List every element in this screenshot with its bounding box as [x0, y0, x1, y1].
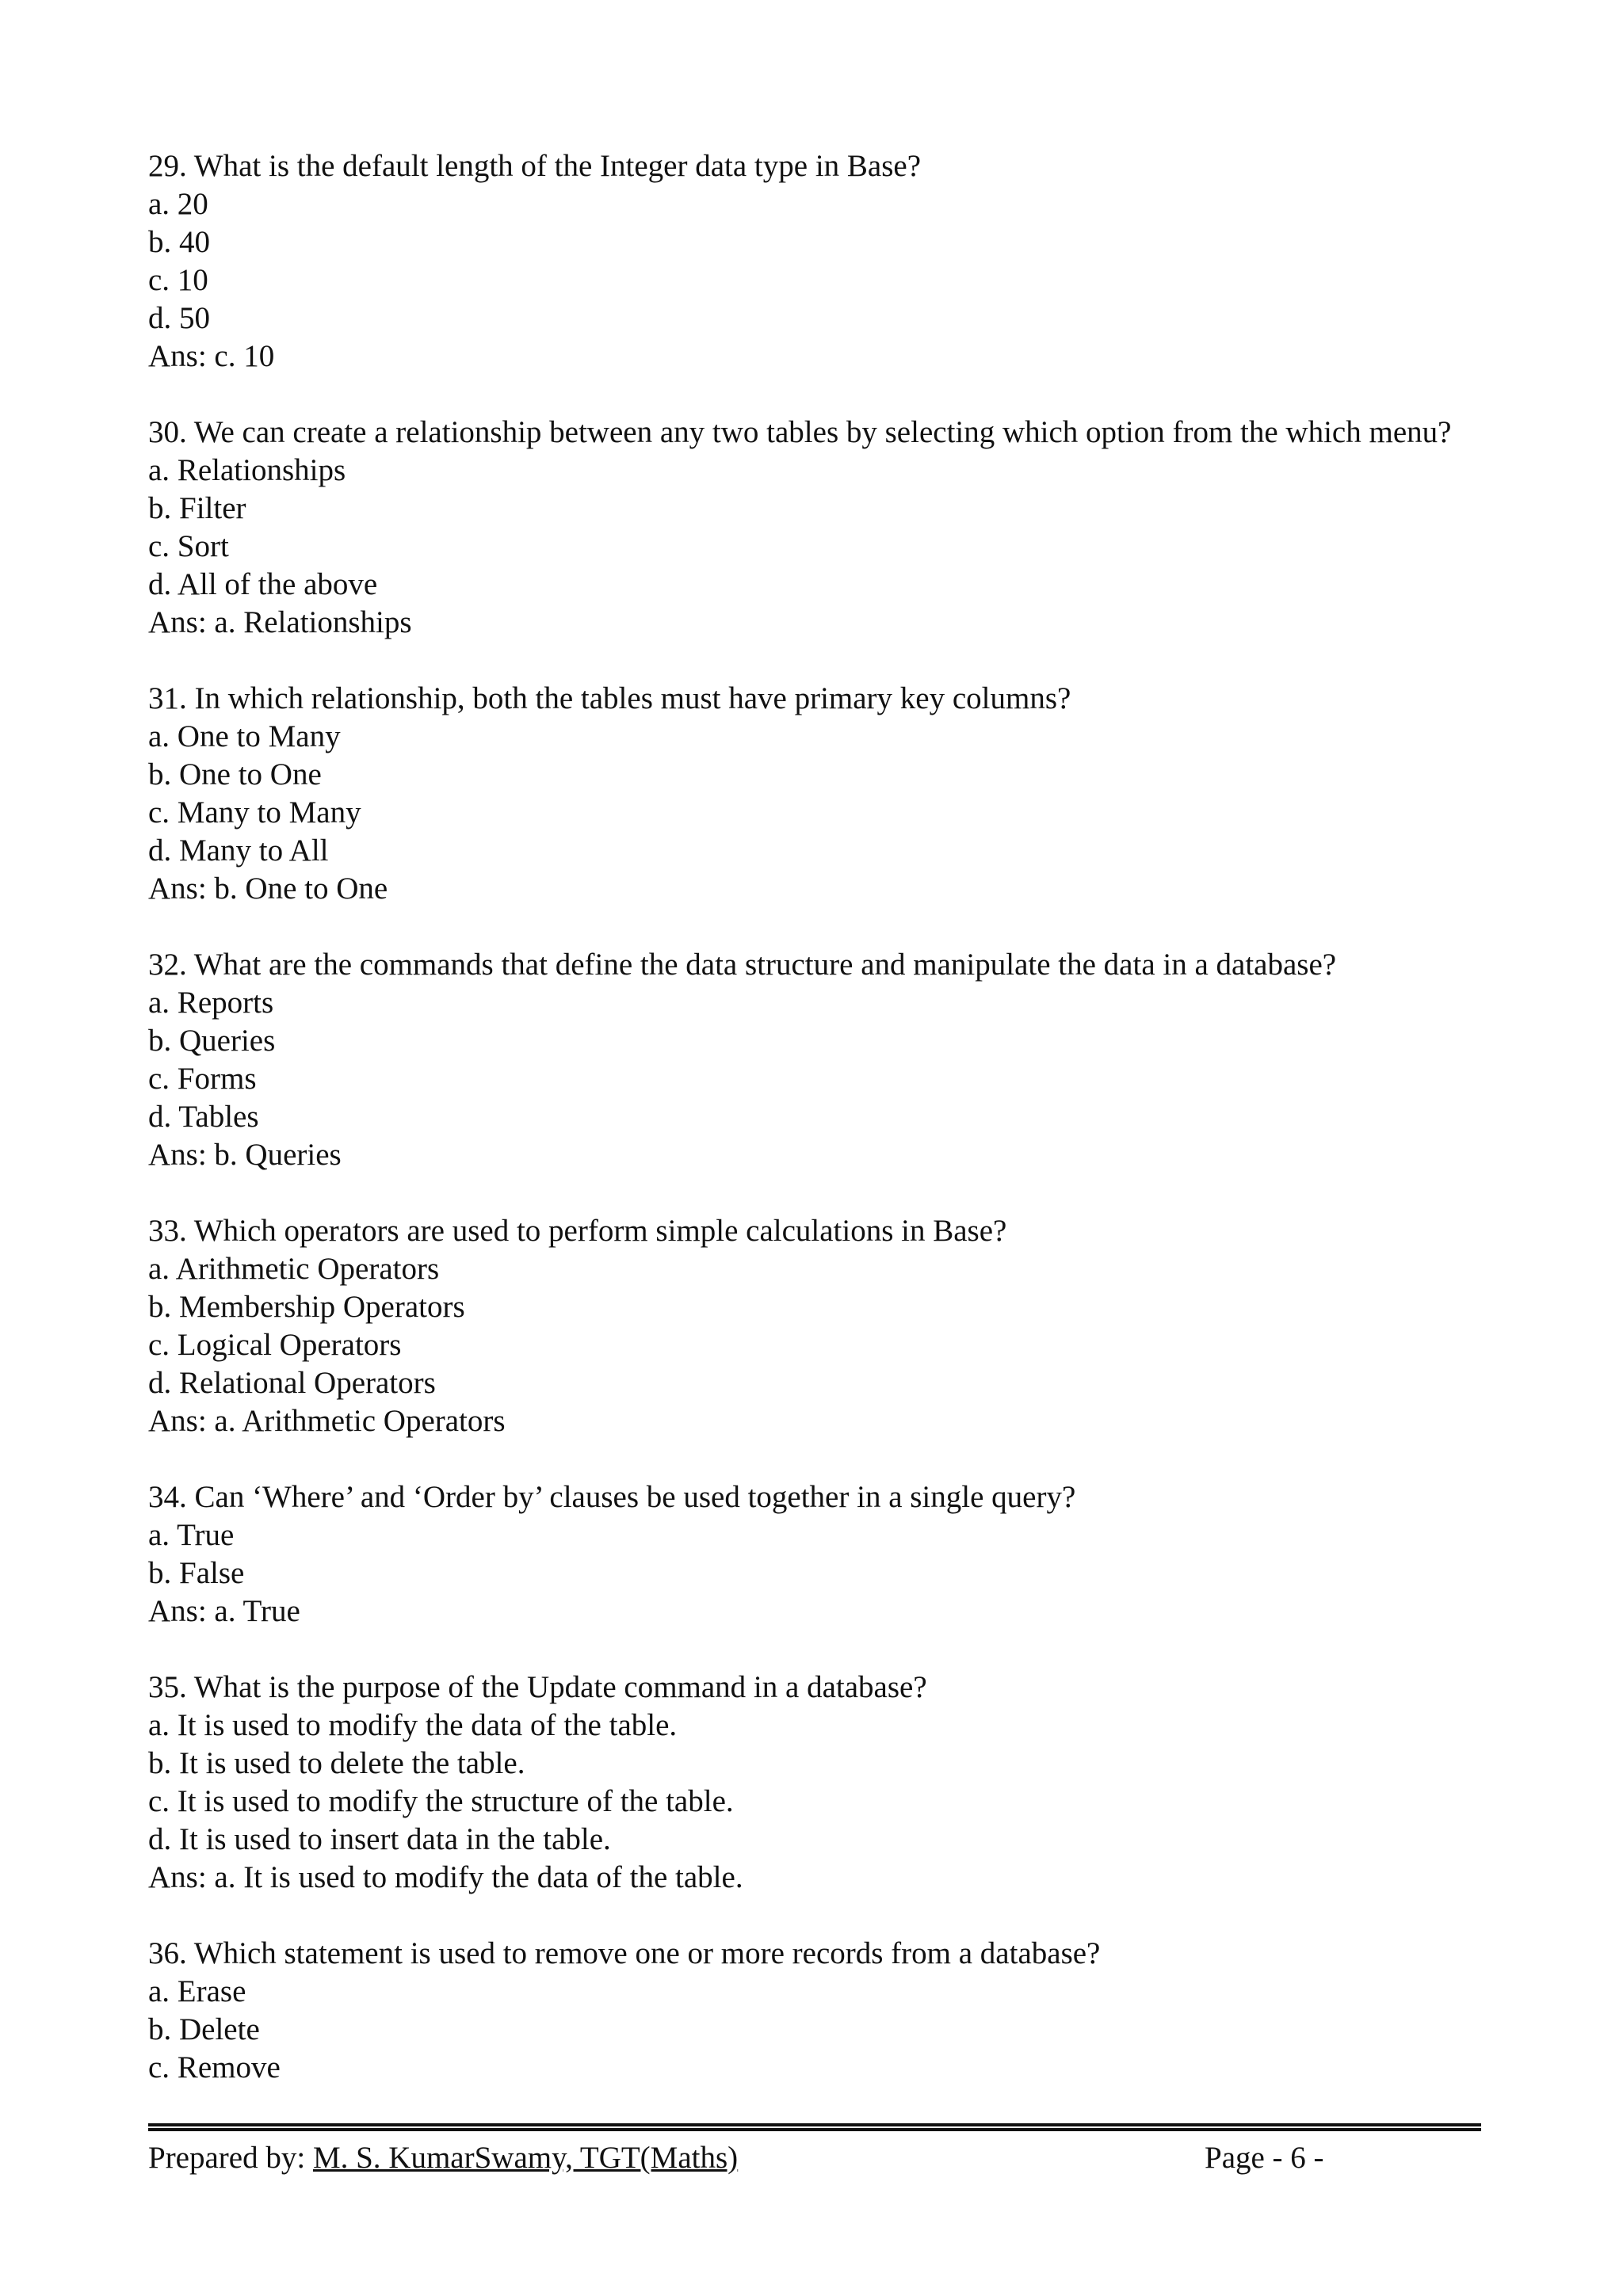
question-29 — [148, 147, 1495, 376]
option-a: a. Arithmetic Operators — [148, 1252, 440, 1286]
question-33 — [148, 1212, 1495, 1440]
option-a: a. Relationships — [148, 453, 346, 487]
option-a: a. One to Many — [148, 719, 341, 753]
question-text: 32. What are the commands that define the data structure and manipulate the data in a database? — [148, 948, 1337, 982]
question-text: 34. Can ‘Where’ and ‘Order by’ clauses be used together in a single query? — [148, 1480, 1076, 1514]
question-text: 35. What is the purpose of the Update command in a database? — [148, 1670, 927, 1704]
author-name: M. S. KumarSwamy, TGT(Maths) — [312, 2141, 739, 2175]
answer: Ans: c. 10 — [148, 339, 275, 373]
option-a: a. It is used to modify the data of the table. — [148, 1708, 678, 1742]
option-d: d. 50 — [148, 301, 210, 335]
question-34 — [148, 1478, 1495, 1630]
answer: Ans: b. Queries — [148, 1138, 342, 1172]
question-30 — [148, 414, 1495, 642]
answer: Ans: b. One to One — [148, 871, 388, 906]
answer: Ans: a. Arithmetic Operators — [148, 1404, 506, 1438]
option-d: d. All of the above — [148, 567, 378, 601]
option-a: a. Reports — [148, 986, 274, 1020]
option-b: b. One to One — [148, 757, 322, 791]
option-c: c. Remove — [148, 2050, 281, 2084]
option-b: b. 40 — [148, 225, 210, 259]
option-b: b. Filter — [148, 491, 246, 525]
question-text: 33. Which operators are used to perform simple calculations in Base? — [148, 1214, 1007, 1248]
question-text: 31. In which relationship, both the tables must have primary key columns? — [148, 681, 1071, 715]
footer-divider — [148, 2123, 1481, 2131]
option-d: d. Tables — [148, 1100, 259, 1134]
option-d: d. It is used to insert data in the table. — [148, 1822, 611, 1856]
question-36 — [148, 1935, 1495, 2087]
answer: Ans: a. It is used to modify the data of the table. — [148, 1860, 743, 1894]
option-b: b. Delete — [148, 2012, 260, 2046]
option-c: c. 10 — [148, 263, 208, 297]
page-number: Page - 6 - — [1205, 2141, 1324, 2175]
option-a: a. 20 — [148, 187, 208, 221]
question-text: 29. What is the default length of the Integer data type in Base? — [148, 149, 922, 183]
answer: Ans: a. True — [148, 1594, 300, 1628]
question-list — [148, 147, 1495, 2125]
option-c: c. Logical Operators — [148, 1328, 402, 1362]
option-d: d. Relational Operators — [148, 1366, 436, 1400]
answer: Ans: a. Relationships — [148, 605, 412, 639]
option-b: b. False — [148, 1556, 245, 1590]
question-32 — [148, 946, 1495, 1174]
prepared-label: Prepared by: — [148, 2141, 313, 2175]
question-35 — [148, 1669, 1495, 1897]
option-c: c. Forms — [148, 1062, 257, 1096]
option-b: b. Queries — [148, 1024, 276, 1058]
option-a: a. Erase — [148, 1974, 246, 2008]
prepared-by — [148, 2139, 738, 2177]
option-b: b. Membership Operators — [148, 1290, 465, 1324]
question-text: 36. Which statement is used to remove one or more records from a database? — [148, 1936, 1101, 1970]
option-a: a. True — [148, 1518, 235, 1552]
option-d: d. Many to All — [148, 833, 329, 868]
option-c: c. It is used to modify the structure of the table. — [148, 1784, 734, 1818]
question-text: 30. We can create a relationship between any two tables by selecting which option from the which menu? — [148, 415, 1452, 449]
option-b: b. It is used to delete the table. — [148, 1746, 525, 1780]
option-c: c. Many to Many — [148, 795, 361, 830]
question-31 — [148, 680, 1495, 908]
option-c: c. Sort — [148, 529, 229, 563]
